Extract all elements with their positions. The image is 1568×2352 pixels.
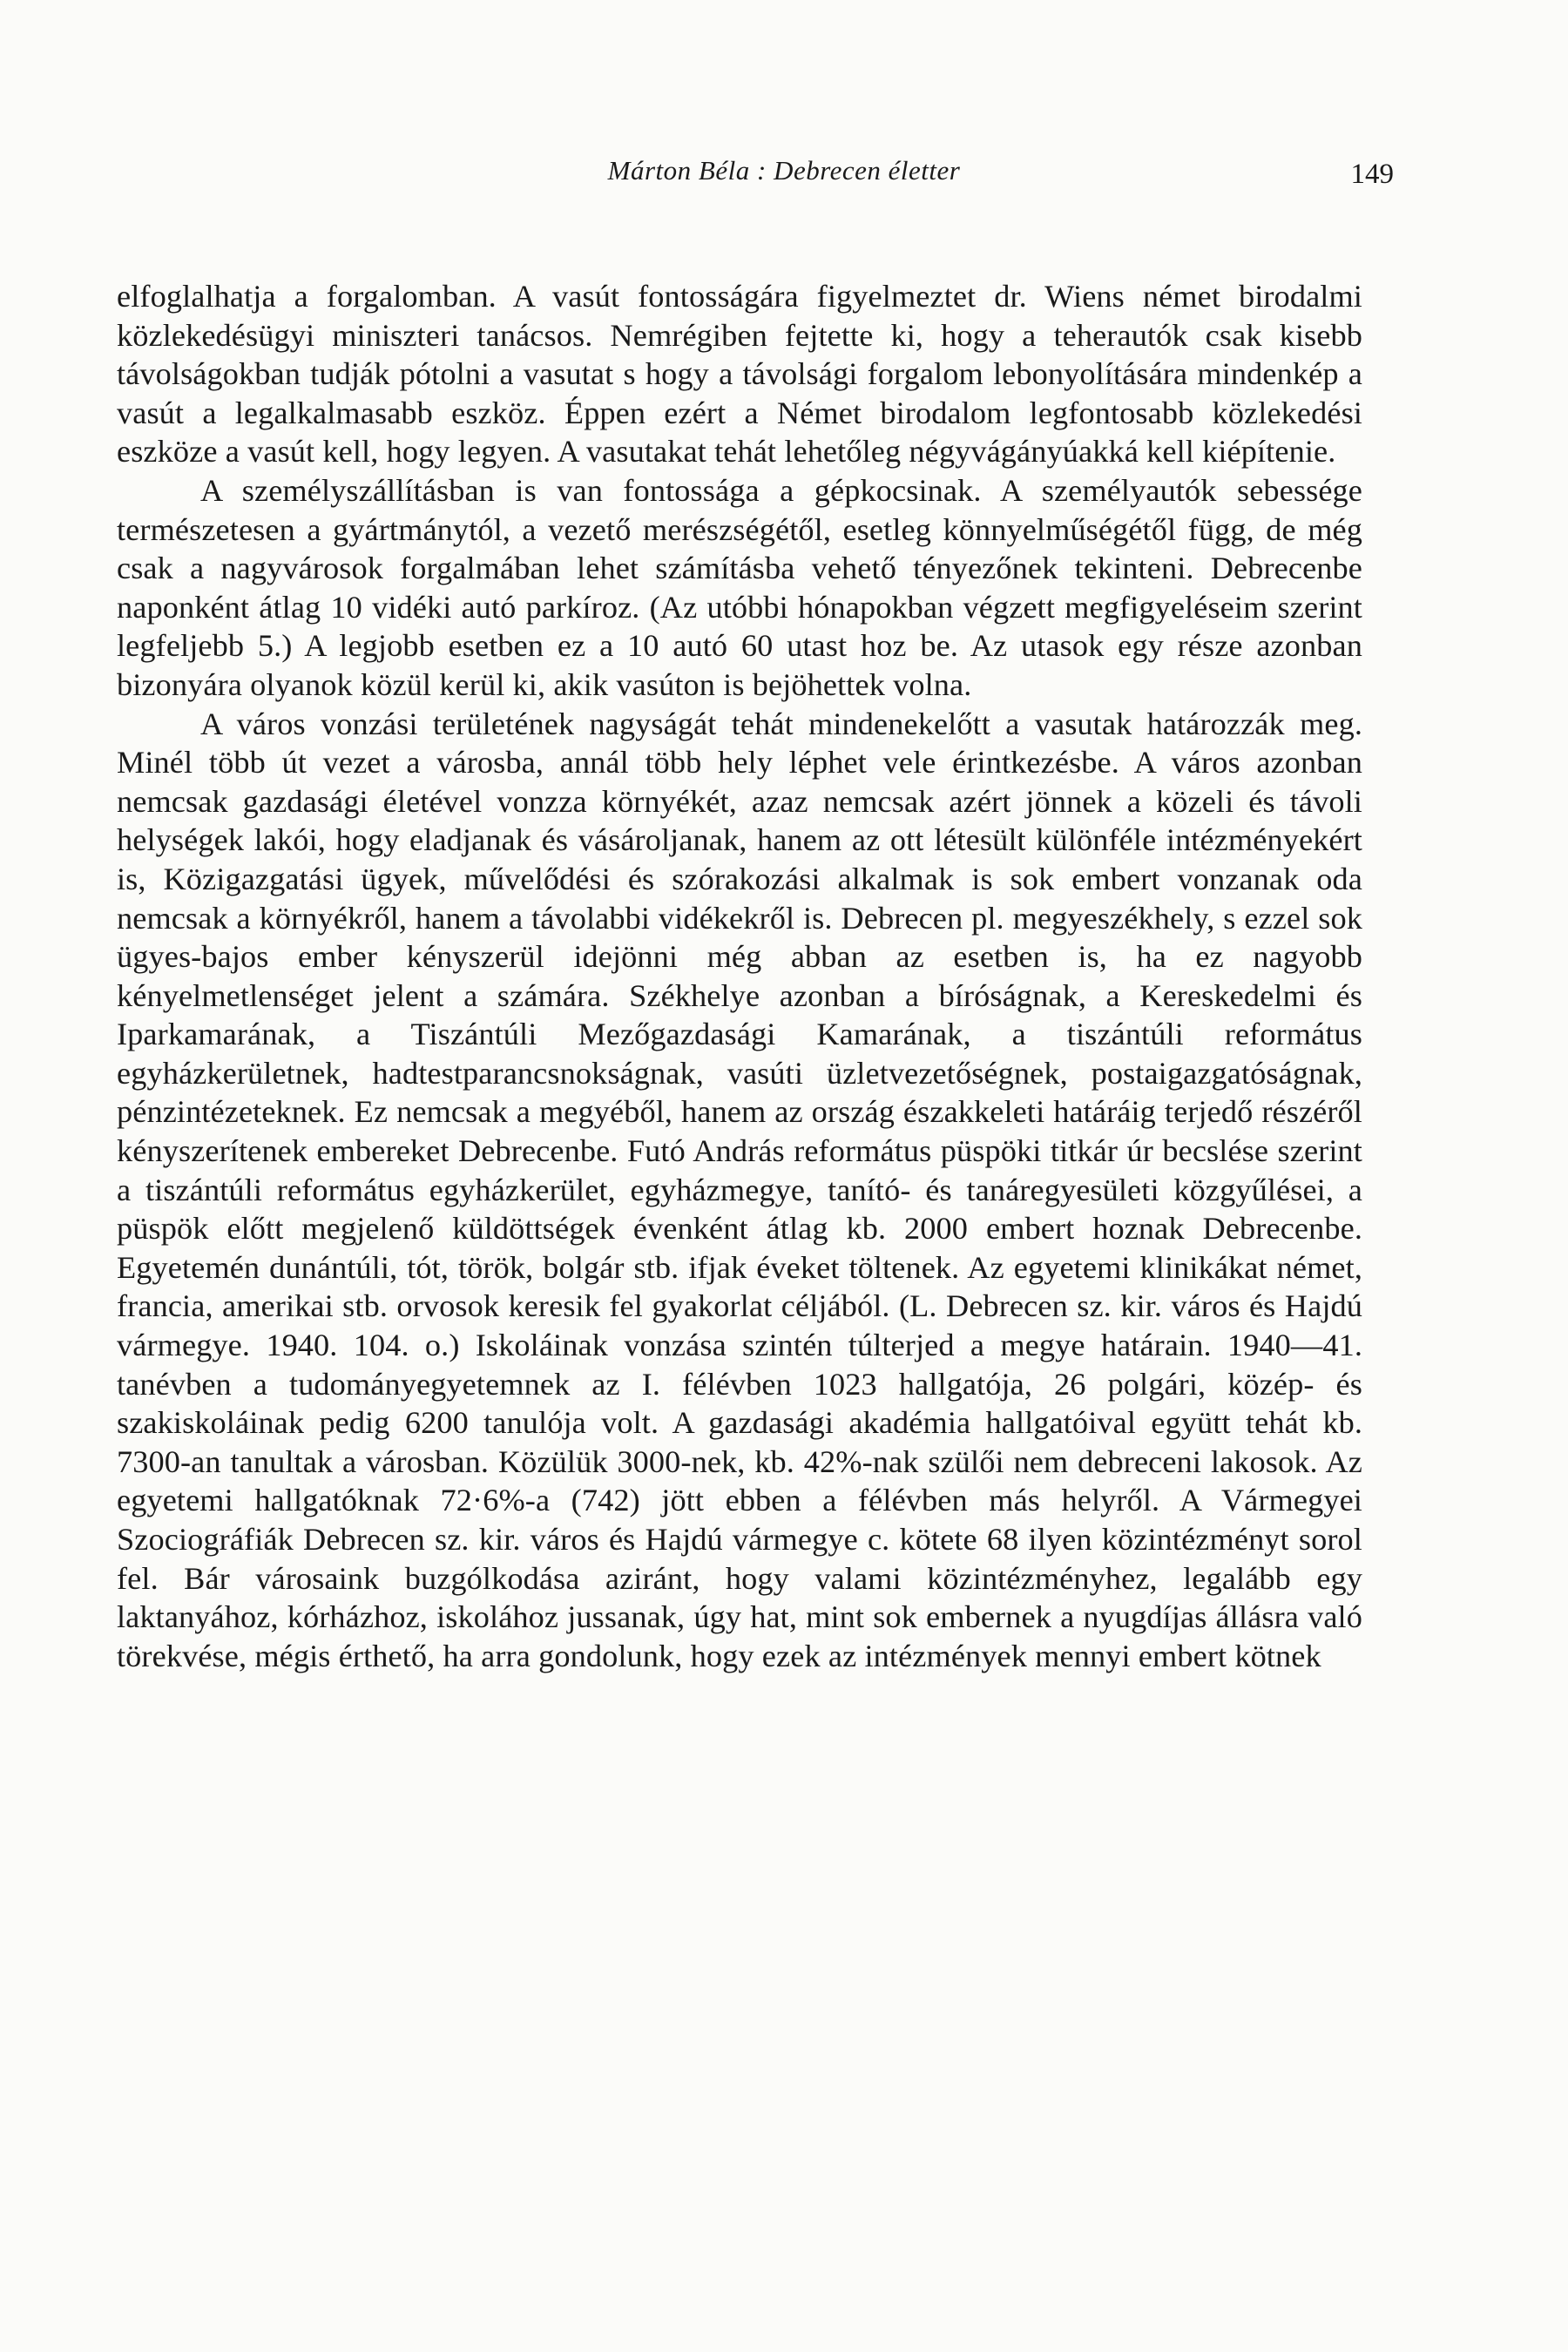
page-number: 149 <box>1350 159 1394 190</box>
running-title: Márton Béla : Debrecen életter <box>607 155 961 186</box>
paragraph: A személyszállításban is van fontossága a gépkocsinak. A személyautók sebessége természetesen a gyártmánytól, a vezető merészségétől, esetleg könnyelműségétől függ, de még csak a nagyvárosok forgalmában lehet számításba vehető tényezőnek tekinteni. Debrecenbe naponként átlag 10 vidéki autó parkíroz. (Az utóbbi hónapokban végzett megfigyeléseim szerint legfeljebb 5.) A legjobb esetben ez a 10 autó 60 utast hoz be. Az utasok egy része azonban bizonyára olyanok közül kerül ki, akik vasúton is bejöhettek volna. <box>117 472 1362 702</box>
body-text <box>117 277 1362 1675</box>
paragraph: A város vonzási területének nagyságát tehát mindenekelőtt a vasutak határozzák meg. Minél több út vezet a városba, annál több hely léphet vele érintkezésbe. A város azonban nemcsak gazdasági életével vonzza környékét, azaz nemcsak azért jönnek a közeli és távoli helységek lakói, hogy eladjanak és vásároljanak, hanem az ott létesült különféle intézményekért is, Közigazgatási ügyek, művelődési és szórakozási alkalmak is sok embert vonzanak oda nemcsak a környékről, hanem a távolabbi vidékekről is. Debrecen pl. megyeszékhely, s ezzel sok ügyes-bajos ember kényszerül idejönni még abban az esetben is, ha ez nagyobb kényelmetlenséget jelent a számára. Székhelye azonban a bíróságnak, a Kereskedelmi és Iparkamarának, a Tiszántúli Mezőgazdasági Kamarának, a tiszántúli református egyházkerületnek, hadtestparancsnokságnak, vasúti üzletvezetőségnek, postaigazgatóságnak, pénzintézeteknek. Ez nemcsak a megyéből, hanem az ország északkeleti határáig terjedő részéről kényszerítenek embereket Debrecenbe. Futó András református püspöki titkár úr becslése szerint a tiszántúli református egyházkerület, egyházmegye, tanító- és tanáregyesületi közgyűlései, a püspök előtt megjelenő küldöttségek évenként átlag kb. 2000 embert hoznak Debrecenbe. Egyetemén dunántúli, tót, török, bolgár stb. ifjak éveket töltenek. Az egyetemi klinikákat német, francia, amerikai stb. orvosok keresik fel gyakorlat céljából. (L. Debrecen sz. kir. város és Hajdú vármegye. 1940. 104. o.) Iskoláinak vonzása szintén túlterjed a megye határain. 1940—41. tanévben a tudományegyetemnek az I. félévben 1023 hallgatója, 26 polgári, közép- és szakiskoláinak pedig 6200 tanulója volt. A gazdasági akadémia hallgatóival együtt tehát kb. 7300-an tanultak a városban. Közülük 3000-nek, kb. 42%-nak szülői nem debreceni lakosok. Az egyetemi hallgatóknak 72·6%-a (742) jött ebben a félévben más helyről. A Vármegyei Szociográfiák Debrecen sz. kir. város és Hajdú vármegye c. kötete 68 ilyen közintézményt sorol fel. Bár városaink buzgólkodása aziránt, hogy valami közintézményhez, legalább egy laktanyához, kórházhoz, iskolához jussanak, úgy hat, mint sok embernek a nyugdíjas állásra való törekvése, mégis érthető, ha arra gondolunk, hogy ezek az intézmények mennyi embert kötnek <box>117 706 1362 1673</box>
running-head <box>0 155 1568 193</box>
paragraph: elfoglalhatja a forgalomban. A vasút fontosságára figyelmeztet dr. Wiens német birodalmi közlekedésügyi miniszteri tanácsos. Nemrégiben fejtette ki, hogy a teherautók csak kisebb távolságokban tudják pótolni a vasutat s hogy a távolsági forgalom lebonyolítására mindenkép a vasút a legalkalmasabb eszköz. Éppen ezért a Német birodalom legfontosabb közlekedési eszköze a vasút kell, hogy legyen. A vasutakat tehát lehetőleg négyvágányúakká kell kiépítenie. <box>117 279 1362 470</box>
